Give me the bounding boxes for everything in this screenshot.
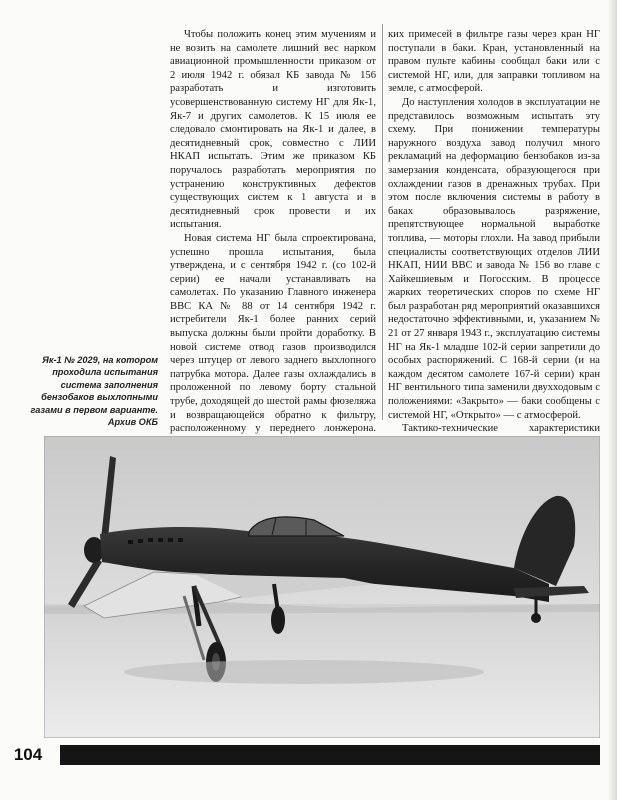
aircraft-photo (44, 436, 600, 738)
paragraph: Чтобы положить конец этим мучениям и не возить на самолете лишний вес нарком авиационной промышленности приказом от 2 июля 1942 г. обязал КБ завода № 156 разработать и изготовить усовершенствованную систему НГ для Як-1, Як-7 и других самолетов. К 15 июля ее следовало смонтировать на Як-1 и далее, в десятидневный срок, совместно с ЛИИ НКАП испытать. Этим же приказом КБ поручалось разработать мероприятия по устранению конструктивных дефектов существующих систем к 1 августа и в десятидневный срок провести и их испытания. (170, 29, 376, 231)
paragraph: Новая система НГ была спроектирована, успешно прошла испытания, была утверждена, и с сентября 1942 г. (со 102-й серии) ее начали устанавливать на самолетах. По указанию Главного инженера ВВС КА № 88 от 14 сентября 1942 г. истребители Як-1 более ранних серий выпуска должны были пройти доработку. В новой системе отвод газов производился через штуцер от левого заднего выхлопного патрубка мотора. Далее газы охлаждались в проложенной по левому борту стальной трубе, доходящей до шестой рамы фюзеляжа и возвращающейся обратно к фильтру, расположенному у переднего лонжерона. (170, 232, 376, 435)
text-column-right (388, 28, 600, 463)
paragraph: До наступления холодов в эксплуатации не представилось возможным испытать эту схему. При понижении температуры наружного воздуха завод получил много рекламаций на деформацию бензобаков из-за замерзания конденсата, образующегося при охлаждении газов в дренажных трубах. При этом после включения системы в работу в баках образовывалось разряжение, препятствующее нормальной выработке топлива, — моторы глохли. На завод прибыли специалисты соответствующих отделов ЛИИ НКАП, НИИ ВВС и завода № 156 во главе с Хайкешиевым и Погосским. В процессе жарких теоретических споров по схеме НГ был разработан ряд мероприятий оказавшихся недостаточно эффективными, и, указанием № 21 от 27 января 1943 г., эксплуатацию системы НГ на Як-1 младше 102-й серии запретили до особых распоряжений. С 168-й серии (и на каждом десятом самолете 167-й серии) кран НГ вентильного типа заменили двухходовым с положениями: «Закрыто» — баки сообщены с системой НГ, «Открыто» — с атмосферой. (388, 96, 600, 421)
column-divider (382, 24, 383, 420)
page-number: 104 (0, 743, 56, 767)
page-edge (609, 0, 617, 800)
paragraph: ких примесей в фильтре газы через кран НГ поступали в баки. Кран, установленный на правом пульте кабины сообщал баки или с системой НГ, или, для заправки топливом на земле, с атмосферой. (388, 29, 600, 95)
photo-caption: Як-1 № 2029, на котором проходила испытания система заполнения бензобаков выхлопными газами в первом варианте. Архив ОКБ (30, 355, 158, 428)
paragraph: Тактико-технические характеристики (402, 423, 600, 435)
footer-bar (60, 745, 600, 765)
